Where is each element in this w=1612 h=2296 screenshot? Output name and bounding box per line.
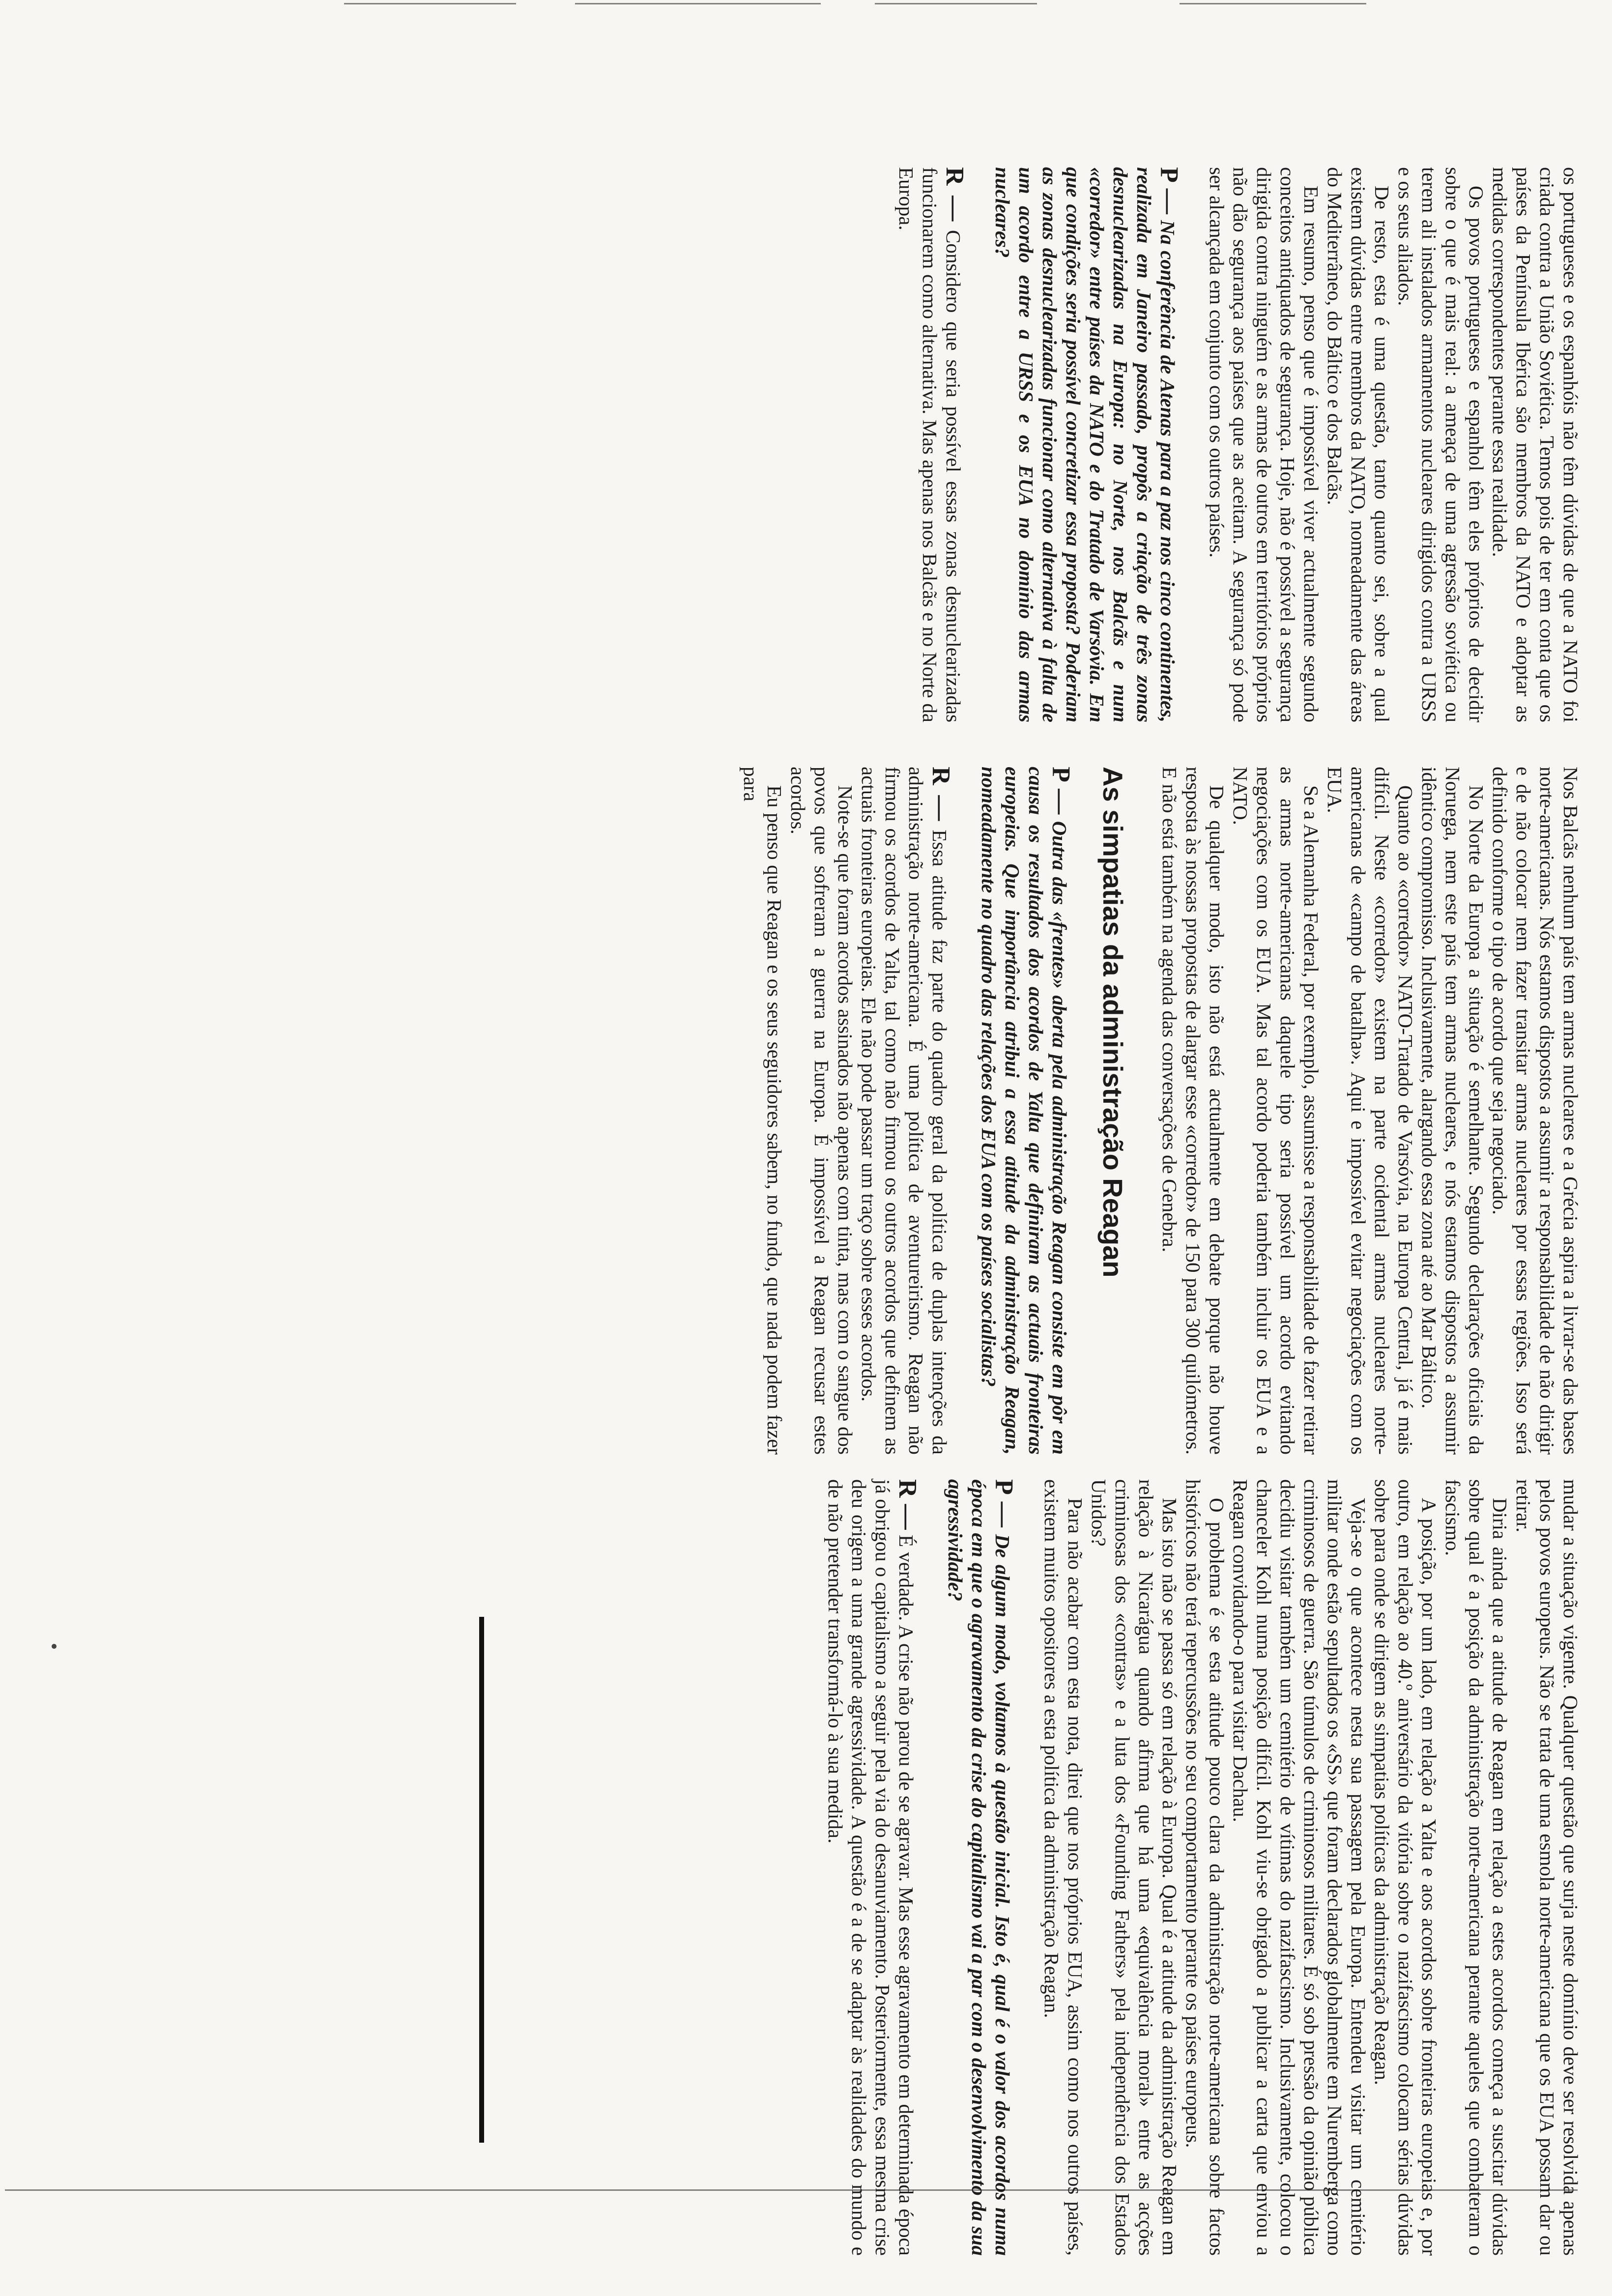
paragraph: Quanto ao «corredor» NATO-Tratado de Varsóvia, na Europa Central, já é mais difícil. Neste «corredor» existem na parte ocidental armas nucleares norte-americanas de «campo de batalha». Aqui e impossível evitar negociações com os EUA. (1324, 767, 1417, 1455)
paragraph: Para não acabar com esta nota, direi que nos próprios EUA, assim como nos outros países, existem muitos opositores a esta política da administração Reagan. (1040, 1479, 1087, 2256)
interview-answer (824, 1479, 919, 2256)
paragraph: No Norte da Europa a situação é semelhante. Segundo declarações oficiais da Noruega, nem este país tem armas nucleares, e nós estamos dispostos a assumir idêntico compromisso. Inclusivamente, alargando essa zona até ao Mar Báltico. (1418, 767, 1488, 1455)
interview-answer (857, 767, 955, 1455)
paragraph: De qualquer modo, isto não está actualmente em debate porque não houve resposta às nossas propostas de alargar esse «corredor» de 150 para 300 quilómetros. E não está também na agenda das conversações de Genebra. (1158, 767, 1228, 1455)
paragraph: Os povos portugueses e espanhol têm eles próprios de decidir sobre o que é mais real: a ameaça de uma agressão soviética ou terem ali instalados armamentos nucleares dirigidos contra a URSS e os seus aliados. (1394, 167, 1488, 722)
answer-text: Considero que seria possível essas zonas desnuclearizadas funcionarem como alternativa. Mas apenas nos Balcãs e no Norte da Europa. (895, 167, 965, 722)
paragraph: Em resumo, penso que é impossível viver actualmente segundo conceitos antiquados de segurança. Hoje, não é possível a segurança dirigida contra ninguém e as armas de outros em territórios próprios não dão segurança aos países que as aceitam. A segurança só pode ser alcançada em conjunto com os outros países. (1206, 167, 1323, 722)
paragraph: Diria ainda que a atitude de Reagan em relação a estes acordos começa a suscitar dúvidas sobre qual é a posição da administração norte-americana perante aqueles que combateram o fascismo. (1441, 1479, 1511, 2256)
article-column-3 (824, 1479, 1583, 2256)
paragraph: Eu penso que Reagan e os seus seguidores sabem, no fundo, que nada podem fazer para (740, 767, 786, 1455)
question-text: De algum modo, voltamos à questão inicial. Isto é, qual é o valor dos acordos numa época em que o agravamento da crise do capitalismo vai a par com o desenvolvimento da sua agressividade? (944, 1479, 1014, 2256)
answer-text: É verdade. A crise não parou de se agravar. Mas esse agravamento em determinada época já obrigou o capitalismo a seguir pela via do desanuviamento. Posteriormente, essa mesma crise deu origem a uma grande agressividade. A questão é a de se adaptar às realidades do mundo e de não pretender transformá-lo à sua medida. (824, 1479, 918, 2256)
article-column-1 (894, 167, 1583, 722)
paragraph: Note-se que foram acordos assinados não apenas com tinta, mas com o sangue dos povos que sofreram a guerra na Europa. É impossível a Reagan recusar estes acordos. (787, 767, 857, 1455)
paragraph: A posição, por um lado, em relação a Yalta e aos acordos sobre fronteiras europeias e, por outro, em relação ao 40.º aniversário da vitória sobre o nazifascismo colocam sérias dúvidas sobre para onde se dirigem as simpatias políticas da administração Reagan. (1371, 1479, 1440, 2256)
question-text: Na conferência de Atenas para a paz nos cinco continentes, realizada em Janeiro passado, propôs a criação de três zonas desnuclearizadas na Europa: no Norte, nos Balcãs e num «corredor» entre países da NATO e do Tratado de Varsóvia. Em que condições seria possível concretizar essa proposta? Poderiam as zonas desnuclearizadas funcionar como alternativa à falta de um acordo entre a URSS e os EUA no domínio das armas nucleares? (991, 167, 1179, 722)
answer-marker: R — (927, 767, 955, 821)
answer-marker: R — (893, 1479, 921, 1530)
interview-question (977, 767, 1075, 1455)
paragraph: Veja-se o que acontece nesta sua passagem pela Europa. Entendeu visitar um cemitério militar onde estão sepultados os «SS» que foram declarados globalmente em Nuremberga como criminosos de guerra. São túmulos de criminosos militares. É só sob pressão da opinião pública decidiu visitar também um cemitério de vítimas do nazifascismo. Inclusivamente, colocou o chanceler Kohl numa posição difícil. Kohl viu-se obrigado a publicar a carta que enviou a Reagan convidando-o para visitar Dachau. (1229, 1479, 1370, 2256)
paragraph: mudar a situação vigente. Qualquer questão que surja neste domínio deve ser resolvida apenas pelos povos europeus. Não se trata de uma esmola norte-americana que os EUA possam dar ou retirar. (1512, 1479, 1582, 2256)
section-heading: As simpatias da administração Reagan (1097, 767, 1128, 1278)
paragraph: O problema é se esta atitude pouco clara da administração norte-americana sobre factos históricos não terá repercussões no seu comportamento perante os países europeus. (1182, 1479, 1228, 2256)
paragraph: Mas isto não se passa só em relação à Europa. Qual é a atitude da administração Reagan em relação à Nicarágua quando afirma que há uma «equivalência moral» entre as acções criminosas dos «contras» e a luta dos «Founding Fathers» pela independência dos Estados Unidos? (1088, 1479, 1181, 2256)
interview-question (991, 167, 1183, 722)
question-marker: P — (1155, 167, 1183, 214)
answer-marker: R — (941, 167, 969, 222)
paragraph: De resto, esta é uma questão, tanto quanto sei, sobre a qual existem dúvidas entre membros da NATO, nomeadamente das áreas do Mediterrâneo, do Báltico e dos Balcãs. (1324, 167, 1393, 722)
paragraph: os portugueses e os espanhóis não têm dúvidas de que a NATO foi criada contra a União Soviética. Temos pois de ter em conta que os países da Península Ibérica são membros da NATO e adoptar as medidas correspondentes perante essa realidade. (1489, 167, 1582, 722)
question-marker: P — (990, 1479, 1018, 1527)
answer-text: Essa atitude faz parte do quadro geral da política de duplas intenções da administração norte-americana. É uma política de aventureirismo. Reagan não firmou os acordos de Yalta, tal como não firmou os outros acordos que definem as actuais fronteiras europeias. Ele não pode passar um traço sobre esses acordos. (858, 767, 951, 1455)
article-column-2 (739, 767, 1583, 1455)
paragraph: Se a Alemanha Federal, por exemplo, assumisse a responsabilidade de fazer retirar as armas norte-americanas daquele tipo seria possível um acordo evitando negociações com os EUA. Mas tal acordo poderia também incluir os EUA e a NATO. (1229, 767, 1323, 1455)
question-marker: P — (1047, 767, 1075, 815)
paragraph: Nos Balcãs nenhum país tem armas nucleares e a Grécia aspira a livrar-se das bases norte-americanas. Nós estamos dispostos a assumir a responsabilidade de não dirigir e de não colocar nem fazer transitar armas nucleares por essas regiões. Isso será definido conforme o tipo de acordo que seja negociado. (1489, 767, 1582, 1455)
interview-question (944, 1479, 1018, 2256)
question-text: Outra das «frentes» aberta pela administração Reagan consiste em pôr em causa os resultados dos acordos de Yalta que definiram as actuais fronteiras europeias. Que importância atribui a essa atitude da administração Reagan, nomeadamente no quadro das relações dos EUA com os países socialistas? (978, 767, 1071, 1455)
interview-answer (894, 167, 969, 722)
